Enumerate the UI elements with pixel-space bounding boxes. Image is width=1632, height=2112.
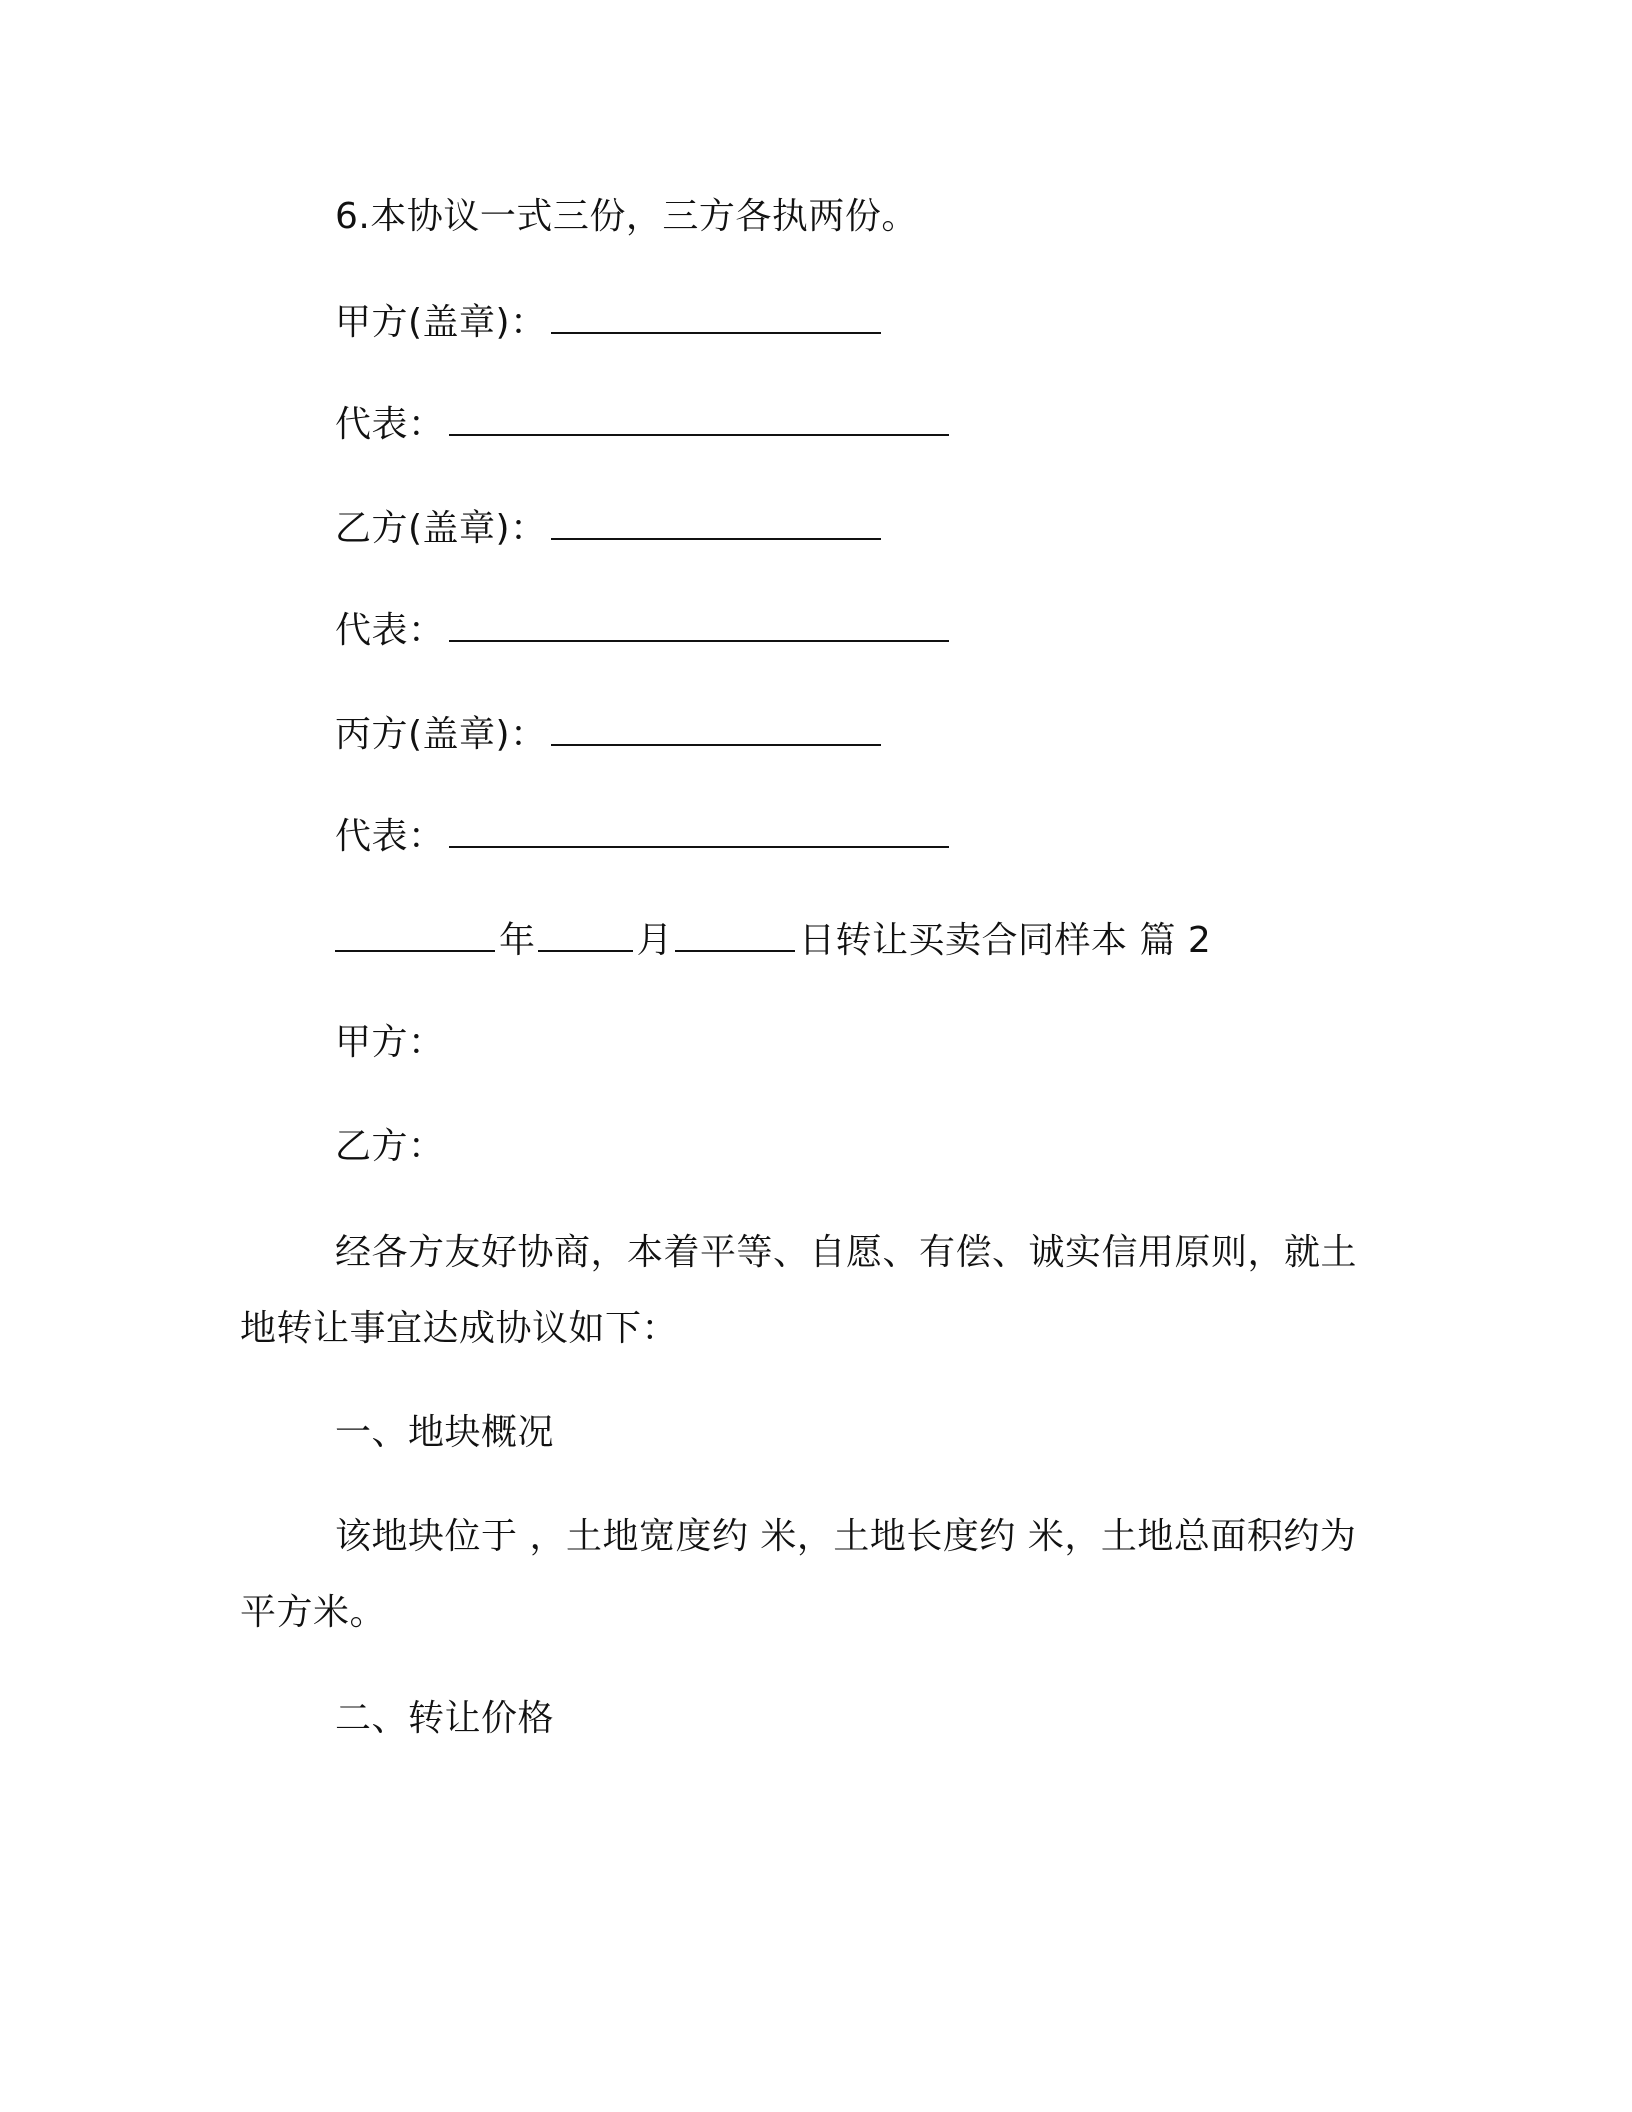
party-b-seal-line bbox=[335, 502, 881, 554]
date-month-label: 月 bbox=[636, 920, 674, 961]
contract-title-2: 日转让买卖合同样本 篇 2 bbox=[799, 920, 1212, 961]
rep-b-line bbox=[335, 604, 949, 656]
clause-6 bbox=[335, 192, 918, 242]
section-2-heading bbox=[335, 1694, 554, 1744]
party-a-line bbox=[335, 1018, 445, 1068]
party-b-line bbox=[335, 1122, 445, 1172]
party-b-seal-label: 乙方(盖章)： bbox=[335, 508, 547, 549]
land-text-2: 平方米。 bbox=[240, 1592, 387, 1633]
party-c-seal-line bbox=[335, 708, 881, 760]
rep-b-label: 代表： bbox=[335, 610, 445, 651]
rep-b-blank bbox=[449, 604, 949, 642]
land-paragraph-line-2 bbox=[240, 1588, 386, 1638]
section-1-heading bbox=[335, 1408, 554, 1458]
intro-paragraph-line-2 bbox=[240, 1304, 678, 1354]
date-year-label: 年 bbox=[499, 920, 536, 961]
land-text-1: 该地块位于 ，土地宽度约 米，土地长度约 米，土地总面积约为 bbox=[335, 1516, 1357, 1557]
rep-c-blank bbox=[449, 810, 949, 848]
party-a-seal-blank bbox=[551, 296, 881, 334]
rep-a-line bbox=[335, 398, 949, 450]
party-b-label: 乙方： bbox=[335, 1126, 445, 1167]
date-year-blank bbox=[335, 914, 495, 952]
intro-paragraph-line-1 bbox=[335, 1228, 1357, 1278]
party-a-seal-line bbox=[335, 296, 881, 348]
date-title-line bbox=[335, 914, 1211, 966]
intro-text-2: 地转让事宜达成协议如下： bbox=[240, 1308, 679, 1349]
party-c-seal-blank bbox=[551, 708, 881, 746]
rep-a-blank bbox=[449, 398, 949, 436]
section-2-text: 二、转让价格 bbox=[335, 1698, 555, 1739]
party-a-label: 甲方： bbox=[335, 1022, 445, 1063]
rep-c-line bbox=[335, 810, 949, 862]
party-c-seal-label: 丙方(盖章)： bbox=[335, 714, 547, 755]
clause-6-text: 6.本协议一式三份，三方各执两份。 bbox=[335, 196, 918, 237]
date-month-blank bbox=[538, 914, 633, 952]
rep-a-label: 代表： bbox=[335, 404, 445, 445]
section-1-text: 一、地块概况 bbox=[335, 1412, 555, 1453]
rep-c-label: 代表： bbox=[335, 816, 445, 857]
intro-text-1: 经各方友好协商，本着平等、自愿、有偿、诚实信用原则，就土 bbox=[335, 1232, 1358, 1273]
party-b-seal-blank bbox=[551, 502, 881, 540]
land-paragraph-line-1 bbox=[335, 1512, 1356, 1562]
date-day-blank bbox=[675, 914, 795, 952]
party-a-seal-label: 甲方(盖章)： bbox=[335, 302, 547, 343]
